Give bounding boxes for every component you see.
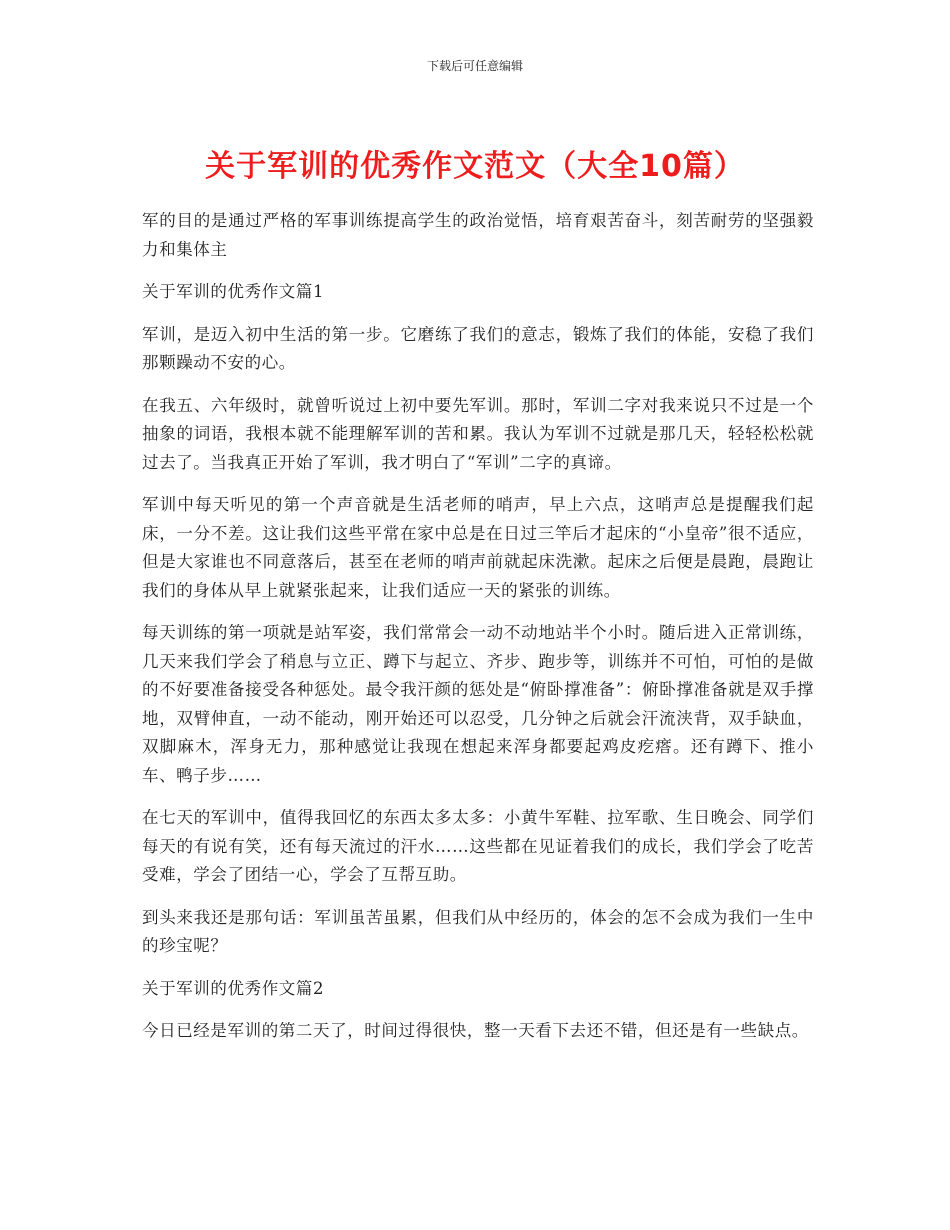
body-paragraph: 在我五、六年级时，就曾听说过上初中要先军训。那时，军训二字对我来说只不过是一个抽象的词语，我根本就不能理解军训的苦和累。我认为军训不过就是那几天，轻轻松松就过去了。当我真正开始了军训，我才明白了“军训”二字的真谛。 — [142, 395, 814, 472]
page-title: 关于军训的优秀作文范文（大全10篇） — [205, 149, 745, 184]
body-paragraph: 今日已经是军训的第二天了，时间过得很快，整一天看下去还不错，但还是有一些缺点。 — [142, 1021, 809, 1040]
body-paragraph: 到头来我还是那句话：军训虽苦虽累，但我们从中经历的，体会的怎不会成为我们一生中的珍宝呢？ — [142, 907, 814, 955]
article-body — [142, 207, 814, 1060]
section-heading-2: 关于军训的优秀作文篇2 — [142, 978, 325, 998]
intro-paragraph: 军的目的是通过严格的军事训练提高学生的政治觉悟，培育艰苦奋斗，刻苦耐劳的坚强毅力和集体主 — [142, 211, 814, 259]
body-paragraph: 在七天的军训中，值得我回忆的东西太多太多：小黄牛军鞋、拉军歌、生日晚会、同学们每天的有说有笑，还有每天流过的汗水……这些都在见证着我们的成长，我们学会了吃苦受难，学会了团结一心，学会了互帮互助。 — [142, 808, 814, 884]
section-heading-1: 关于军训的优秀作文篇1 — [142, 282, 325, 301]
body-paragraph: 军训中每天听见的第一个声音就是生活老师的哨声，早上六点，这哨声总是提醒我们起床，一分不差。这让我们这些平常在家中总是在日过三竿后才起床的“小皇帝”很不适应，但是大家谁也不同意落后，甚至在老师的哨声前就起床洗漱。起床之后便是晨跑，晨跑让我们的身体从早上就紧张起来，让我们适应一天的紧张的训练。 — [142, 495, 814, 600]
header-note: 下载后可任意编辑 — [426, 59, 523, 73]
body-paragraph: 军训，是迈入初中生活的第一步。它磨练了我们的意志，锻炼了我们的体能，安稳了我们那颗躁动不安的心。 — [142, 324, 814, 372]
body-paragraph: 每天训练的第一项就是站军姿，我们常常会一动不动地站半个小时。随后进入正常训练，几天来我们学会了稍息与立正、蹲下与起立、齐步、跑步等，训练并不可怕，可怕的是做的不好要准备接受各种惩处。最令我汗颜的惩处是“俯卧撑准备”：俯卧撑准备就是双手撑地，双臂伸直，一动不能动，刚开始还可以忍受，几分钟之后就会汗流浃背，双手缺血，双脚麻木，浑身无力，那种感觉让我现在想起来浑身都要起鸡皮疙瘩。还有蹲下、推小车、鸭子步…… — [142, 623, 814, 785]
